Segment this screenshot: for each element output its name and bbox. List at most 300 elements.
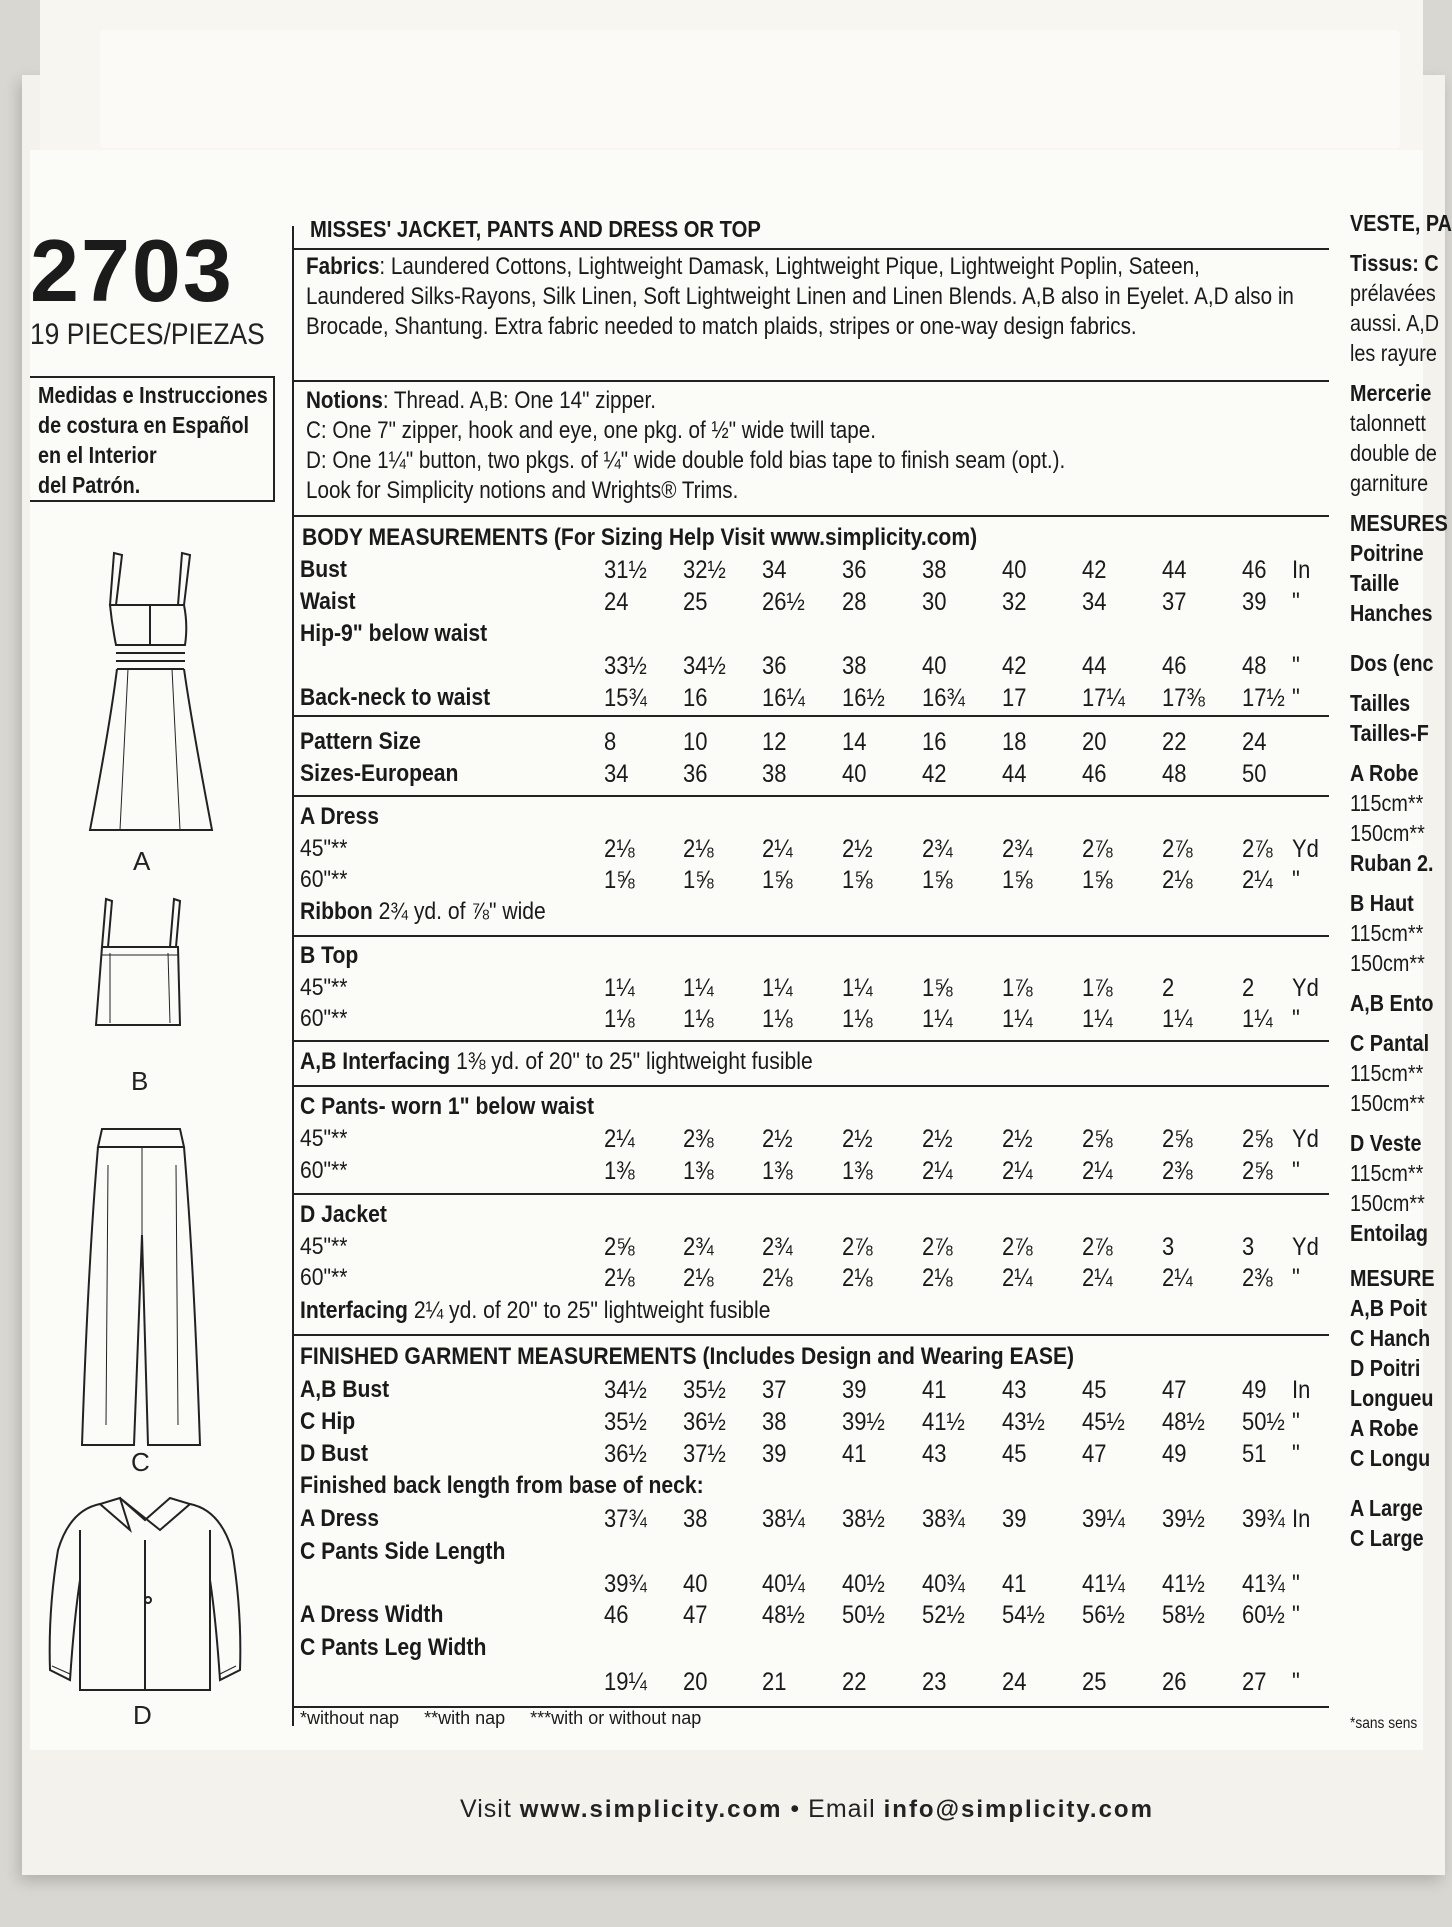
french-text: les rayure — [1350, 340, 1437, 366]
cell-value: 1¼ — [1242, 1005, 1273, 1033]
cell-value: 2⅞ — [1082, 835, 1113, 863]
rule — [294, 1334, 1329, 1336]
cell-value: 2⅝ — [1162, 1125, 1193, 1153]
rule — [294, 515, 1329, 517]
rule — [294, 1193, 1329, 1195]
fabric-note-label: Interfacing — [300, 1297, 408, 1324]
cell-value: 16¼ — [762, 684, 805, 712]
row-label: 60"** — [300, 1157, 348, 1184]
cell-value: 2⅝ — [1082, 1125, 1113, 1153]
row-label: 45"** — [300, 835, 348, 862]
french-text: A Large — [1350, 1495, 1423, 1521]
cell-value: 2⅛ — [1162, 866, 1193, 894]
cell-value: 39 — [762, 1440, 787, 1468]
row-label: Bust — [300, 556, 347, 583]
cell-value: 39 — [1002, 1505, 1027, 1533]
french-text: Longueu — [1350, 1385, 1434, 1411]
unit-label: " — [1292, 652, 1300, 680]
row-label: Hip-9" below waist — [300, 620, 488, 647]
cell-value: 2¼ — [1242, 866, 1273, 894]
cell-value: 40 — [922, 652, 947, 680]
cell-value: 33½ — [604, 652, 647, 680]
row-label: A,B Bust — [300, 1376, 390, 1403]
footer-email-link[interactable]: info@simplicity.com — [883, 1796, 1154, 1823]
fabric-note-label: A,B Interfacing — [300, 1048, 451, 1075]
cell-value: 42 — [1002, 652, 1027, 680]
cell-value: 2¾ — [922, 835, 953, 863]
cell-value: 36 — [762, 652, 787, 680]
view-label-c: C — [131, 1447, 150, 1477]
french-text: 150cm** — [1350, 950, 1425, 976]
cell-value: 1¼ — [1002, 1005, 1033, 1033]
cell-value: 20 — [1082, 728, 1107, 756]
french-text: Mercerie — [1350, 380, 1432, 406]
cell-value: 24 — [1242, 728, 1267, 756]
french-text: C Hanch — [1350, 1325, 1431, 1351]
cell-value: 39½ — [1162, 1505, 1205, 1533]
cell-value: 45 — [1002, 1440, 1027, 1468]
cell-value: 35½ — [604, 1408, 647, 1436]
cell-value: 2⅞ — [922, 1233, 953, 1261]
row-label: A Dress Width — [300, 1601, 444, 1628]
cell-value: 2¼ — [1002, 1264, 1033, 1292]
cell-value: 1¼ — [1162, 1005, 1193, 1033]
cell-value: 26 — [1162, 1668, 1187, 1696]
row-label: C Pants Leg Width — [300, 1634, 487, 1661]
cell-value: 2⅜ — [1242, 1264, 1273, 1292]
cell-value: 40½ — [842, 1570, 885, 1598]
cell-value: 42 — [1082, 556, 1107, 584]
cell-value: 30 — [922, 588, 947, 616]
spanish-line: de costura en Español — [38, 412, 250, 438]
cell-value: 8 — [604, 728, 617, 756]
unit-label: In — [1292, 1376, 1311, 1404]
spanish-line: del Patrón. — [38, 472, 141, 498]
french-text: Tailles — [1350, 690, 1411, 716]
unit-label: Yd — [1292, 835, 1319, 863]
french-text: Hanches — [1350, 600, 1433, 626]
cell-value: 17 — [1002, 684, 1027, 712]
pieces-count: 19 PIECES/PIEZAS — [30, 318, 265, 351]
cell-value: 2⅛ — [604, 1264, 635, 1292]
cell-value: 38½ — [842, 1505, 885, 1533]
notions-line: : Thread. A,B: One 14" zipper. — [382, 387, 656, 414]
cell-value: 24 — [1002, 1668, 1027, 1696]
french-text: Entoilag — [1350, 1220, 1429, 1246]
cell-value: 15¾ — [604, 684, 647, 712]
fabric-note-label: Ribbon — [300, 898, 373, 925]
cell-value: 38¾ — [922, 1505, 965, 1533]
cell-value: 41½ — [1162, 1570, 1205, 1598]
french-text: Tissus: C — [1350, 250, 1439, 276]
cell-value: 3 — [1162, 1233, 1175, 1261]
unit-label: " — [1292, 1157, 1300, 1185]
cell-value: 35½ — [683, 1376, 726, 1404]
cell-value: 24 — [604, 588, 629, 616]
cell-value: 2¼ — [762, 835, 793, 863]
cell-value: 1⅜ — [683, 1157, 714, 1185]
cell-value: 39¾ — [604, 1570, 647, 1598]
cell-value: 1⅛ — [762, 1005, 793, 1033]
cell-value: 1⅝ — [604, 866, 635, 894]
finished-measurements-header: FINISHED GARMENT MEASUREMENTS (Includes Design and Wearing EASE) — [300, 1343, 1075, 1370]
cell-value: 2⅞ — [1162, 835, 1193, 863]
french-text: MESURES — [1350, 510, 1448, 536]
french-text: prélavées — [1350, 280, 1436, 306]
cell-value: 17½ — [1242, 684, 1285, 712]
notions-paragraph — [306, 386, 1304, 506]
french-text: C Large — [1350, 1525, 1424, 1551]
rule — [294, 935, 1329, 937]
cell-value: 16½ — [842, 684, 885, 712]
footnote: **with nap — [424, 1708, 506, 1728]
french-text: A,B Ento — [1350, 990, 1434, 1016]
cell-value: 2⅜ — [683, 1125, 714, 1153]
cell-value: 2¾ — [683, 1233, 714, 1261]
cell-value: 40¾ — [922, 1570, 965, 1598]
cell-value: 1¼ — [842, 974, 873, 1002]
footer-contact — [460, 1795, 1154, 1824]
cell-value: 46 — [1242, 556, 1267, 584]
cell-value: 32½ — [683, 556, 726, 584]
cell-value: 40¼ — [762, 1570, 805, 1598]
cell-value: 34 — [604, 760, 629, 788]
cell-value: 43½ — [1002, 1408, 1045, 1436]
cell-value: 40 — [842, 760, 867, 788]
footer-visit: Visit — [460, 1795, 512, 1823]
cell-value: 39 — [842, 1376, 867, 1404]
french-column-partial — [1335, 210, 1452, 1740]
unit-label: " — [1292, 684, 1300, 712]
cell-value: 2¼ — [1002, 1157, 1033, 1185]
french-text: 115cm** — [1350, 1060, 1424, 1086]
cell-value: 1⅛ — [842, 1005, 873, 1033]
cell-value: 46 — [1162, 652, 1187, 680]
cell-value: 43 — [1002, 1376, 1027, 1404]
cell-value: 2¼ — [1082, 1264, 1113, 1292]
row-label: D Bust — [300, 1440, 369, 1467]
unit-label: Yd — [1292, 1233, 1319, 1261]
french-text: MESURE — [1350, 1265, 1435, 1291]
cell-value: 2⅛ — [683, 1264, 714, 1292]
cell-value: 2⅝ — [604, 1233, 635, 1261]
cell-value: 32 — [1002, 588, 1027, 616]
view-b-top-sketch — [90, 895, 200, 1035]
unit-label: " — [1292, 1005, 1300, 1033]
cell-value: 1⅝ — [922, 974, 953, 1002]
cell-value: 16 — [683, 684, 708, 712]
cell-value: 2⅝ — [1242, 1157, 1273, 1185]
cell-value: 52½ — [922, 1601, 965, 1629]
cell-value: 2⅛ — [683, 835, 714, 863]
footnote: ***with or without nap — [530, 1708, 702, 1728]
french-text: Taille — [1350, 570, 1400, 596]
row-label: Pattern Size — [300, 728, 421, 755]
cell-value: 2¾ — [1002, 835, 1033, 863]
cell-value: 2¼ — [1082, 1157, 1113, 1185]
cell-value: 38 — [762, 760, 787, 788]
footer-bullet: • — [790, 1795, 801, 1823]
cell-value: 41 — [1002, 1570, 1027, 1598]
cell-value: 39¾ — [1242, 1505, 1285, 1533]
french-text: A Robe — [1350, 760, 1419, 786]
cell-value: 2⅞ — [1242, 835, 1273, 863]
french-text: aussi. A,D — [1350, 310, 1440, 336]
cell-value: 49 — [1162, 1440, 1187, 1468]
cell-value: 54½ — [1002, 1601, 1045, 1629]
cell-value: 1⅜ — [762, 1157, 793, 1185]
french-text: D Poitri — [1350, 1355, 1421, 1381]
fabric-note — [300, 898, 546, 926]
rule — [294, 795, 1329, 797]
cell-value: 50 — [1242, 760, 1267, 788]
french-text: 150cm** — [1350, 820, 1425, 846]
fabrics-text: : Laundered Cottons, Lightweight Damask, Lightweight Pique, Lightweight Poplin, Sateen, Laundered Silks-Rayons, Silk Linen, Soft Lightweight Linen and Linen Blends. A,B also in Eyelet. A,D also in Brocade, Shantung. Extra fabric needed to match plaids, stripes or one-way design fabrics. — [306, 253, 1294, 340]
cell-value: 50½ — [842, 1601, 885, 1629]
row-label: Back-neck to waist — [300, 684, 491, 711]
cell-value: 44 — [1162, 556, 1187, 584]
cell-value: 41 — [842, 1440, 867, 1468]
cell-value: 2⅜ — [1162, 1157, 1193, 1185]
rule — [294, 1040, 1329, 1042]
view-label-d: D — [133, 1700, 152, 1730]
french-text: 150cm** — [1350, 1190, 1425, 1216]
french-text: C Pantal — [1350, 1030, 1430, 1056]
cell-value: 45 — [1082, 1376, 1107, 1404]
view-d-header: D Jacket — [300, 1201, 387, 1228]
french-text: B Haut — [1350, 890, 1414, 916]
cell-value: 2 — [1242, 974, 1255, 1002]
footer-website-link[interactable]: www.simplicity.com — [519, 1796, 783, 1823]
cell-value: 48 — [1162, 760, 1187, 788]
cell-value: 2⅛ — [922, 1264, 953, 1292]
cell-value: 34½ — [683, 652, 726, 680]
cell-value: 22 — [842, 1668, 867, 1696]
cell-value: 2¼ — [1162, 1264, 1193, 1292]
cell-value: 2⅝ — [1242, 1125, 1273, 1153]
cell-value: 19¼ — [604, 1668, 647, 1696]
french-text: 115cm** — [1350, 1160, 1424, 1186]
row-label: 45"** — [300, 1233, 348, 1260]
cell-value: 38 — [683, 1505, 708, 1533]
unit-label: " — [1292, 1440, 1300, 1468]
cell-value: 16¾ — [922, 684, 965, 712]
cell-value: 1¼ — [922, 1005, 953, 1033]
cell-value: 1⅜ — [842, 1157, 873, 1185]
cell-value: 36½ — [604, 1440, 647, 1468]
cell-value: 1⅞ — [1082, 974, 1113, 1002]
rule — [294, 1085, 1329, 1087]
cell-value: 40 — [683, 1570, 708, 1598]
cell-value: 1⅞ — [1002, 974, 1033, 1002]
footnotes — [300, 1708, 701, 1729]
cell-value: 2⅞ — [1082, 1233, 1113, 1261]
cell-value: 37¾ — [604, 1505, 647, 1533]
cell-value: 36 — [842, 556, 867, 584]
footer-email-label: Email — [808, 1795, 876, 1823]
cell-value: 45½ — [1082, 1408, 1125, 1436]
cell-value: 2¼ — [604, 1125, 635, 1153]
unit-label: In — [1292, 1505, 1311, 1533]
row-label: 60"** — [300, 866, 348, 893]
cell-value: 25 — [683, 588, 708, 616]
row-label: 45"** — [300, 974, 348, 1001]
column-divider — [292, 226, 294, 1726]
french-text: 150cm** — [1350, 1090, 1425, 1116]
cell-value: 1¼ — [1082, 1005, 1113, 1033]
row-label: A Dress — [300, 1505, 380, 1532]
cell-value: 46 — [604, 1601, 629, 1629]
view-c-pants-sketch — [78, 1125, 208, 1450]
cell-value: 34 — [762, 556, 787, 584]
cell-value: 51 — [1242, 1440, 1267, 1468]
cell-value: 23 — [922, 1668, 947, 1696]
fabric-note — [300, 1048, 813, 1076]
cell-value: 20 — [683, 1668, 708, 1696]
cell-value: 27 — [1242, 1668, 1267, 1696]
fabrics-label: Fabrics — [306, 253, 380, 280]
cell-value: 1⅝ — [842, 866, 873, 894]
cell-value: 37 — [1162, 588, 1187, 616]
notions-line: D: One 1¼" button, two pkgs. of ¼" wide double fold bias tape to finish seam (opt.). — [306, 447, 1066, 474]
unit-label: " — [1292, 1570, 1300, 1598]
footnote: *without nap — [300, 1708, 400, 1728]
cell-value: 16 — [922, 728, 947, 756]
fabric-note — [300, 1297, 770, 1325]
cell-value: 1⅛ — [604, 1005, 635, 1033]
cell-value: 39½ — [842, 1408, 885, 1436]
cell-value: 10 — [683, 728, 708, 756]
unit-label: " — [1292, 1668, 1300, 1696]
row-label: C Hip — [300, 1408, 356, 1435]
envelope-flap — [40, 0, 1423, 162]
spanish-instructions-box — [30, 376, 275, 502]
cell-value: 38 — [762, 1408, 787, 1436]
french-text: 115cm** — [1350, 920, 1424, 946]
cell-value: 41½ — [922, 1408, 965, 1436]
cell-value: 2⅞ — [842, 1233, 873, 1261]
fabric-note-text: 2¾ yd. of ⅞" wide — [372, 898, 546, 925]
french-text: A,B Poit — [1350, 1295, 1427, 1321]
cell-value: 2⅛ — [604, 835, 635, 863]
notions-line: Look for Simplicity notions and Wrights® Trims. — [306, 477, 739, 504]
cell-value: 34 — [1082, 588, 1107, 616]
cell-value: 41¾ — [1242, 1570, 1285, 1598]
cell-value: 47 — [683, 1601, 708, 1629]
cell-value: 37 — [762, 1376, 787, 1404]
cell-value: 1⅝ — [1002, 866, 1033, 894]
row-label: 60"** — [300, 1005, 348, 1032]
cell-value: 39 — [1242, 588, 1267, 616]
row-label: 60"** — [300, 1264, 348, 1291]
cell-value: 41 — [922, 1376, 947, 1404]
cell-value: 1⅝ — [762, 866, 793, 894]
unit-label: " — [1292, 588, 1300, 616]
cell-value: 2¼ — [922, 1157, 953, 1185]
french-text: 115cm** — [1350, 790, 1424, 816]
cell-value: 2½ — [922, 1125, 953, 1153]
row-label: C Pants Side Length — [300, 1538, 506, 1565]
cell-value: 14 — [842, 728, 867, 756]
cell-value: 2⅛ — [842, 1264, 873, 1292]
view-label-a: A — [133, 846, 151, 876]
french-text: Poitrine — [1350, 540, 1424, 566]
cell-value: 2⅛ — [762, 1264, 793, 1292]
cell-value: 17⅜ — [1162, 684, 1205, 712]
cell-value: 47 — [1082, 1440, 1107, 1468]
french-text: garniture — [1350, 470, 1429, 496]
cell-value: 1¼ — [762, 974, 793, 1002]
cell-value: 44 — [1082, 652, 1107, 680]
cell-value: 49 — [1242, 1376, 1267, 1404]
body-measurements-header: BODY MEASUREMENTS (For Sizing Help Visit www.simplicity.com) — [302, 524, 978, 551]
french-text: *sans sens — [1350, 1715, 1418, 1732]
rule — [294, 248, 1329, 250]
row-label: Waist — [300, 588, 356, 615]
cell-value: 25 — [1082, 1668, 1107, 1696]
cell-value: 2½ — [762, 1125, 793, 1153]
rule — [294, 715, 1329, 717]
cell-value: 42 — [922, 760, 947, 788]
view-a-header: A Dress — [300, 803, 380, 830]
notions-label: Notions — [306, 387, 383, 414]
french-text: Dos (enc — [1350, 650, 1434, 676]
french-text: A Robe — [1350, 1415, 1419, 1441]
fabrics-paragraph — [306, 252, 1304, 342]
row-label: Sizes-European — [300, 760, 459, 787]
cell-value: 39¼ — [1082, 1505, 1125, 1533]
cell-value: 1⅝ — [683, 866, 714, 894]
cell-value: 2 — [1162, 974, 1175, 1002]
fabric-note-text: 1⅜ yd. of 20" to 25" lightweight fusible — [450, 1048, 813, 1075]
french-text: C Longu — [1350, 1445, 1431, 1471]
unit-label: " — [1292, 1408, 1300, 1436]
cell-value: 43 — [922, 1440, 947, 1468]
cell-value: 18 — [1002, 728, 1027, 756]
cell-value: 38 — [842, 652, 867, 680]
cell-value: 1⅛ — [683, 1005, 714, 1033]
rule — [294, 380, 1329, 382]
cell-value: 41¼ — [1082, 1570, 1125, 1598]
view-c-header: C Pants- worn 1" below waist — [300, 1093, 595, 1120]
cell-value: 60½ — [1242, 1601, 1285, 1629]
view-d-jacket-sketch — [40, 1490, 250, 1700]
cell-value: 1⅝ — [922, 866, 953, 894]
notions-line: C: One 7" zipper, hook and eye, one pkg. of ½" wide twill tape. — [306, 417, 876, 444]
unit-label: Yd — [1292, 974, 1319, 1002]
cell-value: 1¼ — [604, 974, 635, 1002]
cell-value: 3 — [1242, 1233, 1255, 1261]
cell-value: 26½ — [762, 588, 805, 616]
row-label: 45"** — [300, 1125, 348, 1152]
unit-label: " — [1292, 1601, 1300, 1629]
view-a-dress-sketch — [80, 545, 220, 845]
cell-value: 17¼ — [1082, 684, 1125, 712]
pattern-title: MISSES' JACKET, PANTS AND DRESS OR TOP — [310, 216, 761, 242]
cell-value: 2½ — [1002, 1125, 1033, 1153]
cell-value: 2½ — [842, 835, 873, 863]
french-text: VESTE, PA — [1350, 210, 1452, 236]
cell-value: 44 — [1002, 760, 1027, 788]
cell-value: 22 — [1162, 728, 1187, 756]
unit-label: " — [1292, 866, 1300, 894]
cell-value: 1⅝ — [1082, 866, 1113, 894]
french-text: D Veste — [1350, 1130, 1422, 1156]
cell-value: 2⅞ — [1002, 1233, 1033, 1261]
cell-value: 47 — [1162, 1376, 1187, 1404]
view-label-b: B — [131, 1066, 149, 1096]
cell-value: 12 — [762, 728, 787, 756]
